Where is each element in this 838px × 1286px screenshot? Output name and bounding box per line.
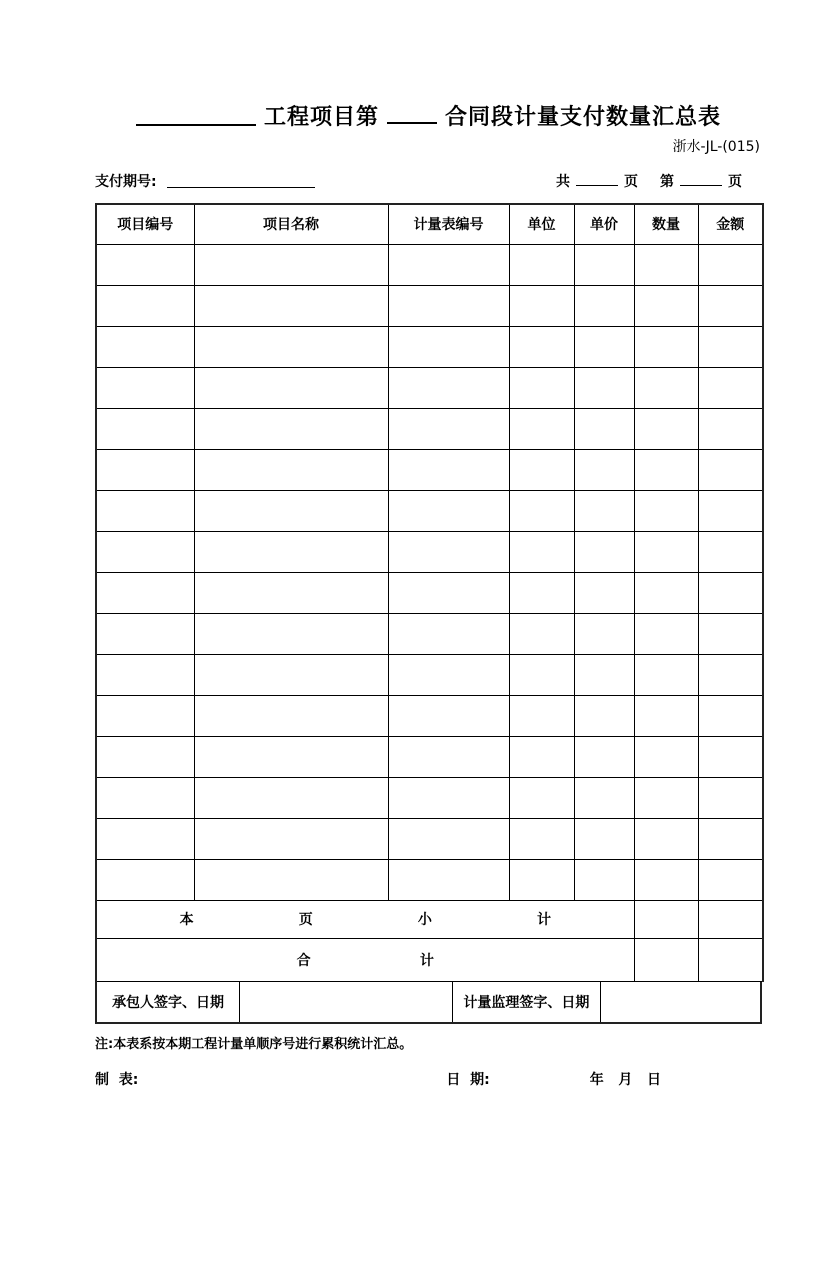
table-row <box>96 736 763 777</box>
empty-cell <box>509 695 574 736</box>
empty-cell <box>388 531 509 572</box>
table-row <box>96 244 763 285</box>
empty-cell <box>634 818 698 859</box>
supervisor-signature-label: 计量监理签字、日期 <box>453 982 601 1022</box>
empty-cell <box>634 326 698 367</box>
empty-cell <box>509 367 574 408</box>
footer-row <box>95 1069 762 1089</box>
empty-cell <box>194 449 388 490</box>
page-number-label: 第 <box>660 174 674 190</box>
empty-cell <box>509 818 574 859</box>
empty-cell <box>634 490 698 531</box>
empty-cell <box>388 244 509 285</box>
table-row <box>96 367 763 408</box>
empty-cell <box>634 449 698 490</box>
empty-cell <box>574 613 634 654</box>
empty-rows <box>96 244 763 900</box>
empty-cell <box>509 654 574 695</box>
empty-cell <box>574 859 634 900</box>
empty-cell <box>96 490 194 531</box>
empty-cell <box>388 326 509 367</box>
empty-cell <box>698 736 763 777</box>
empty-cell <box>574 818 634 859</box>
empty-cell <box>96 244 194 285</box>
empty-cell <box>194 326 388 367</box>
empty-cell <box>634 367 698 408</box>
table-row <box>96 695 763 736</box>
col-item-name: 项目名称 <box>194 204 388 244</box>
empty-cell <box>698 490 763 531</box>
empty-cell <box>194 654 388 695</box>
empty-cell <box>634 572 698 613</box>
page-subtotal-quantity-cell <box>634 900 698 938</box>
empty-cell <box>574 736 634 777</box>
year-month-day-label: 年 月 日 <box>589 1071 661 1088</box>
empty-cell <box>634 531 698 572</box>
grand-total-amount-cell <box>698 938 763 981</box>
empty-cell <box>96 613 194 654</box>
empty-cell <box>634 408 698 449</box>
empty-cell <box>509 408 574 449</box>
table-row <box>96 531 763 572</box>
empty-cell <box>96 326 194 367</box>
empty-cell <box>574 777 634 818</box>
empty-cell <box>509 572 574 613</box>
empty-cell <box>698 531 763 572</box>
empty-cell <box>96 408 194 449</box>
table-row <box>96 777 763 818</box>
empty-cell <box>698 695 763 736</box>
table-row <box>96 859 763 900</box>
payment-period-label: 支付期号: <box>95 174 157 190</box>
empty-cell <box>574 244 634 285</box>
meta-row <box>95 171 762 191</box>
empty-cell <box>194 818 388 859</box>
page-subtotal-label: 本 页 小 计 <box>96 900 634 938</box>
empty-cell <box>574 695 634 736</box>
empty-cell <box>509 777 574 818</box>
grand-total-label: 合 计 <box>96 938 634 981</box>
empty-cell <box>698 777 763 818</box>
empty-cell <box>698 449 763 490</box>
col-item-number: 项目编号 <box>96 204 194 244</box>
empty-cell <box>194 490 388 531</box>
empty-cell <box>574 654 634 695</box>
title-part2: 合同段计量支付数量汇总表 <box>445 105 722 130</box>
empty-cell <box>634 244 698 285</box>
signature-row <box>95 982 762 1024</box>
col-unit-price: 单价 <box>574 204 634 244</box>
empty-cell <box>194 367 388 408</box>
total-pages-blank <box>576 172 618 186</box>
page-title <box>95 100 762 131</box>
page-counts <box>556 171 762 191</box>
empty-cell <box>194 613 388 654</box>
prepared-by-label: 制 表: <box>95 1071 139 1088</box>
empty-cell <box>388 572 509 613</box>
table-row <box>96 449 763 490</box>
empty-cell <box>194 408 388 449</box>
empty-cell <box>388 695 509 736</box>
empty-cell <box>194 736 388 777</box>
empty-cell <box>698 244 763 285</box>
empty-cell <box>634 859 698 900</box>
empty-cell <box>509 449 574 490</box>
empty-cell <box>194 777 388 818</box>
table-row <box>96 490 763 531</box>
date-label: 日 期: <box>446 1071 490 1088</box>
payment-period-blank <box>167 174 315 188</box>
empty-cell <box>388 859 509 900</box>
empty-cell <box>634 613 698 654</box>
empty-cell <box>388 736 509 777</box>
empty-cell <box>388 285 509 326</box>
empty-cell <box>574 531 634 572</box>
empty-cell <box>509 490 574 531</box>
col-measure-sheet-number: 计量表编号 <box>388 204 509 244</box>
table-row <box>96 408 763 449</box>
col-quantity: 数量 <box>634 204 698 244</box>
empty-cell <box>96 367 194 408</box>
empty-cell <box>574 367 634 408</box>
empty-cell <box>96 449 194 490</box>
empty-cell <box>509 613 574 654</box>
empty-cell <box>96 572 194 613</box>
contract-section-blank <box>387 102 437 124</box>
empty-cell <box>388 408 509 449</box>
project-name-blank <box>136 104 256 126</box>
empty-cell <box>634 695 698 736</box>
empty-cell <box>574 408 634 449</box>
page-subtotal-amount-cell <box>698 900 763 938</box>
empty-cell <box>96 736 194 777</box>
contractor-signature-cell <box>240 982 453 1022</box>
empty-cell <box>698 859 763 900</box>
empty-cell <box>574 326 634 367</box>
empty-cell <box>509 244 574 285</box>
table-row <box>96 572 763 613</box>
empty-cell <box>388 613 509 654</box>
empty-cell <box>388 818 509 859</box>
empty-cell <box>509 285 574 326</box>
empty-cell <box>96 777 194 818</box>
empty-cell <box>698 572 763 613</box>
empty-cell <box>96 818 194 859</box>
page-number-blank <box>680 172 722 186</box>
empty-cell <box>388 490 509 531</box>
empty-cell <box>388 777 509 818</box>
table-row <box>96 654 763 695</box>
empty-cell <box>194 695 388 736</box>
empty-cell <box>509 859 574 900</box>
empty-cell <box>574 490 634 531</box>
empty-cell <box>509 736 574 777</box>
empty-cell <box>194 531 388 572</box>
table-header-row <box>96 204 763 244</box>
empty-cell <box>698 613 763 654</box>
empty-cell <box>388 367 509 408</box>
empty-cell <box>698 818 763 859</box>
summary-table <box>95 203 764 982</box>
empty-cell <box>96 654 194 695</box>
supervisor-signature-cell <box>601 982 760 1022</box>
table-row <box>96 613 763 654</box>
empty-cell <box>698 408 763 449</box>
empty-cell <box>194 859 388 900</box>
table-row <box>96 326 763 367</box>
empty-cell <box>634 777 698 818</box>
payment-period <box>95 171 315 191</box>
empty-cell <box>96 285 194 326</box>
empty-cell <box>574 572 634 613</box>
empty-cell <box>96 695 194 736</box>
empty-cell <box>194 244 388 285</box>
page-subtotal-row <box>96 900 763 938</box>
empty-cell <box>96 531 194 572</box>
empty-cell <box>509 531 574 572</box>
col-amount: 金额 <box>698 204 763 244</box>
total-pages-label: 共 <box>556 174 570 190</box>
grand-total-row <box>96 938 763 981</box>
empty-cell <box>634 654 698 695</box>
grand-total-quantity-cell <box>634 938 698 981</box>
table-row <box>96 285 763 326</box>
empty-cell <box>634 285 698 326</box>
empty-cell <box>574 285 634 326</box>
empty-cell <box>388 654 509 695</box>
contractor-signature-label: 承包人签字、日期 <box>97 982 240 1022</box>
total-pages-unit: 页 <box>624 174 638 190</box>
form-page <box>95 100 762 1089</box>
empty-cell <box>96 859 194 900</box>
page-number-unit: 页 <box>728 174 742 190</box>
title-part1: 工程项目第 <box>263 105 379 130</box>
form-code: 浙水-JL-(015) <box>672 139 760 155</box>
empty-cell <box>698 654 763 695</box>
footnote: 注:本表系按本期工程计量单顺序号进行累积统计汇总。 <box>95 1036 413 1052</box>
empty-cell <box>698 285 763 326</box>
empty-cell <box>634 736 698 777</box>
empty-cell <box>509 326 574 367</box>
empty-cell <box>574 449 634 490</box>
col-unit: 单位 <box>509 204 574 244</box>
empty-cell <box>194 285 388 326</box>
empty-cell <box>698 367 763 408</box>
empty-cell <box>388 449 509 490</box>
empty-cell <box>698 326 763 367</box>
table-row <box>96 818 763 859</box>
empty-cell <box>194 572 388 613</box>
